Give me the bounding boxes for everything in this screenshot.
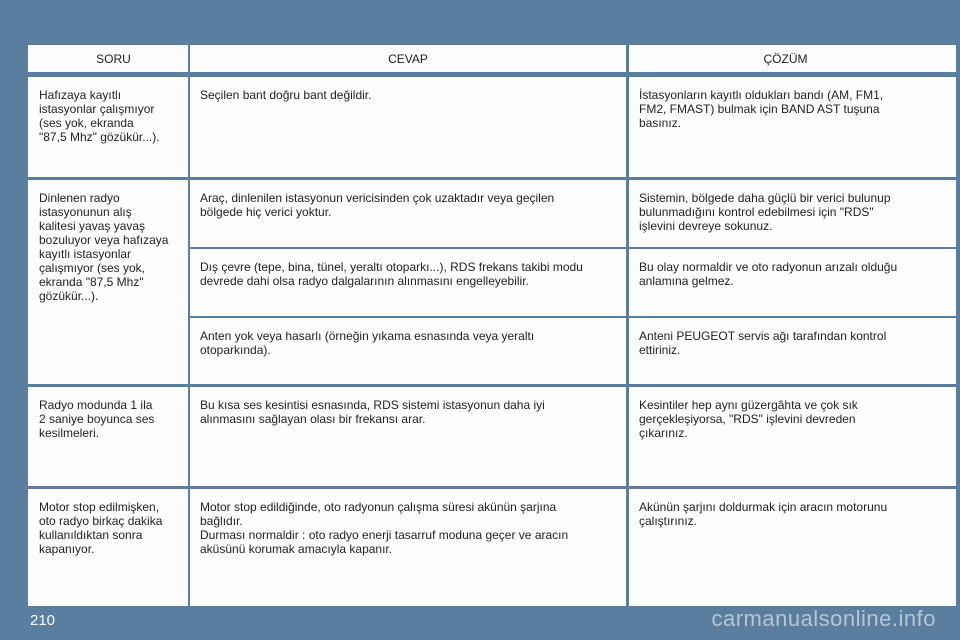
solution-cell: Anteni PEUGEOT servis ağı tarafından kontrol ettiriniz. xyxy=(629,318,956,384)
answer-cell: Dış çevre (tepe, bina, tünel, yeraltı otoparkı...), RDS frekans takibi modu devrede dahi olsa radyo dalgalarının alınmasını engelleyebilir. xyxy=(190,249,626,316)
answer-cell: Araç, dinlenilen istasyonun vericisinden çok uzaktadır veya geçilen bölgede hiç verici yoktur. xyxy=(190,180,626,247)
header-cozum: ÇÖZÜM xyxy=(629,45,956,72)
page-number: 210 xyxy=(30,612,56,629)
question-cell: Hafızaya kayıtlı istasyonlar çalışmıyor (ses yok, ekranda "87,5 Mhz" gözükür...). xyxy=(28,77,188,177)
solution-cell: Kesintiler hep aynı güzergâhta ve çok sık gerçekleşiyorsa, "RDS" işlevini devreden çıkarınız. xyxy=(629,387,956,486)
solution-cell: Bu olay normaldir ve oto radyonun arızalı olduğu anlamına gelmez. xyxy=(629,249,956,316)
solution-cell: İstasyonların kayıtlı oldukları bandı (AM, FM1, FM2, FMAST) bulmak için BAND AST tuşuna basınız. xyxy=(629,77,956,177)
answer-cell: Motor stop edildiğinde, oto radyonun çalışma süresi akünün şarjına bağlıdır. Durması normaldir : oto radyo enerji tasarruf moduna geçer ve aracın aküsünü korumak amacıyla kapanır. xyxy=(190,489,626,606)
solution-cell: Akünün şarjını doldurmak için aracın motorunu çalıştırınız. xyxy=(629,489,956,606)
question-cell: Motor stop edilmişken, oto radyo birkaç dakika kullanıldıktan sonra kapanıyor. xyxy=(28,489,188,606)
header-soru: SORU xyxy=(28,45,188,72)
watermark: carmanualsonline.info xyxy=(711,606,936,631)
answer-cell: Bu kısa ses kesintisi esnasında, RDS sistemi istasyonun daha iyi alınmasını sağlayan olası bir frekansı arar. xyxy=(190,387,626,486)
question-cell: Dinlenen radyo istasyonunun alış kalitesi yavaş yavaş bozuluyor veya hafızaya kayıtlı istasyonlar çalışmıyor (ses yok, ekranda "87,5 Mhz" gözükür...). xyxy=(28,180,188,384)
header-cevap: CEVAP xyxy=(190,45,626,72)
answer-cell: Anten yok veya hasarlı (örneğin yıkama esnasında veya yeraltı otoparkında). xyxy=(190,318,626,384)
solution-cell: Sistemin, bölgede daha güçlü bir verici bulunup bulunmadığını kontrol edebilmesi için "RDS" işlevini devreye sokunuz. xyxy=(629,180,956,247)
question-cell: Radyo modunda 1 ila 2 saniye boyunca ses kesilmeleri. xyxy=(28,387,188,486)
answer-cell: Seçilen bant doğru bant değildir. xyxy=(190,77,626,177)
